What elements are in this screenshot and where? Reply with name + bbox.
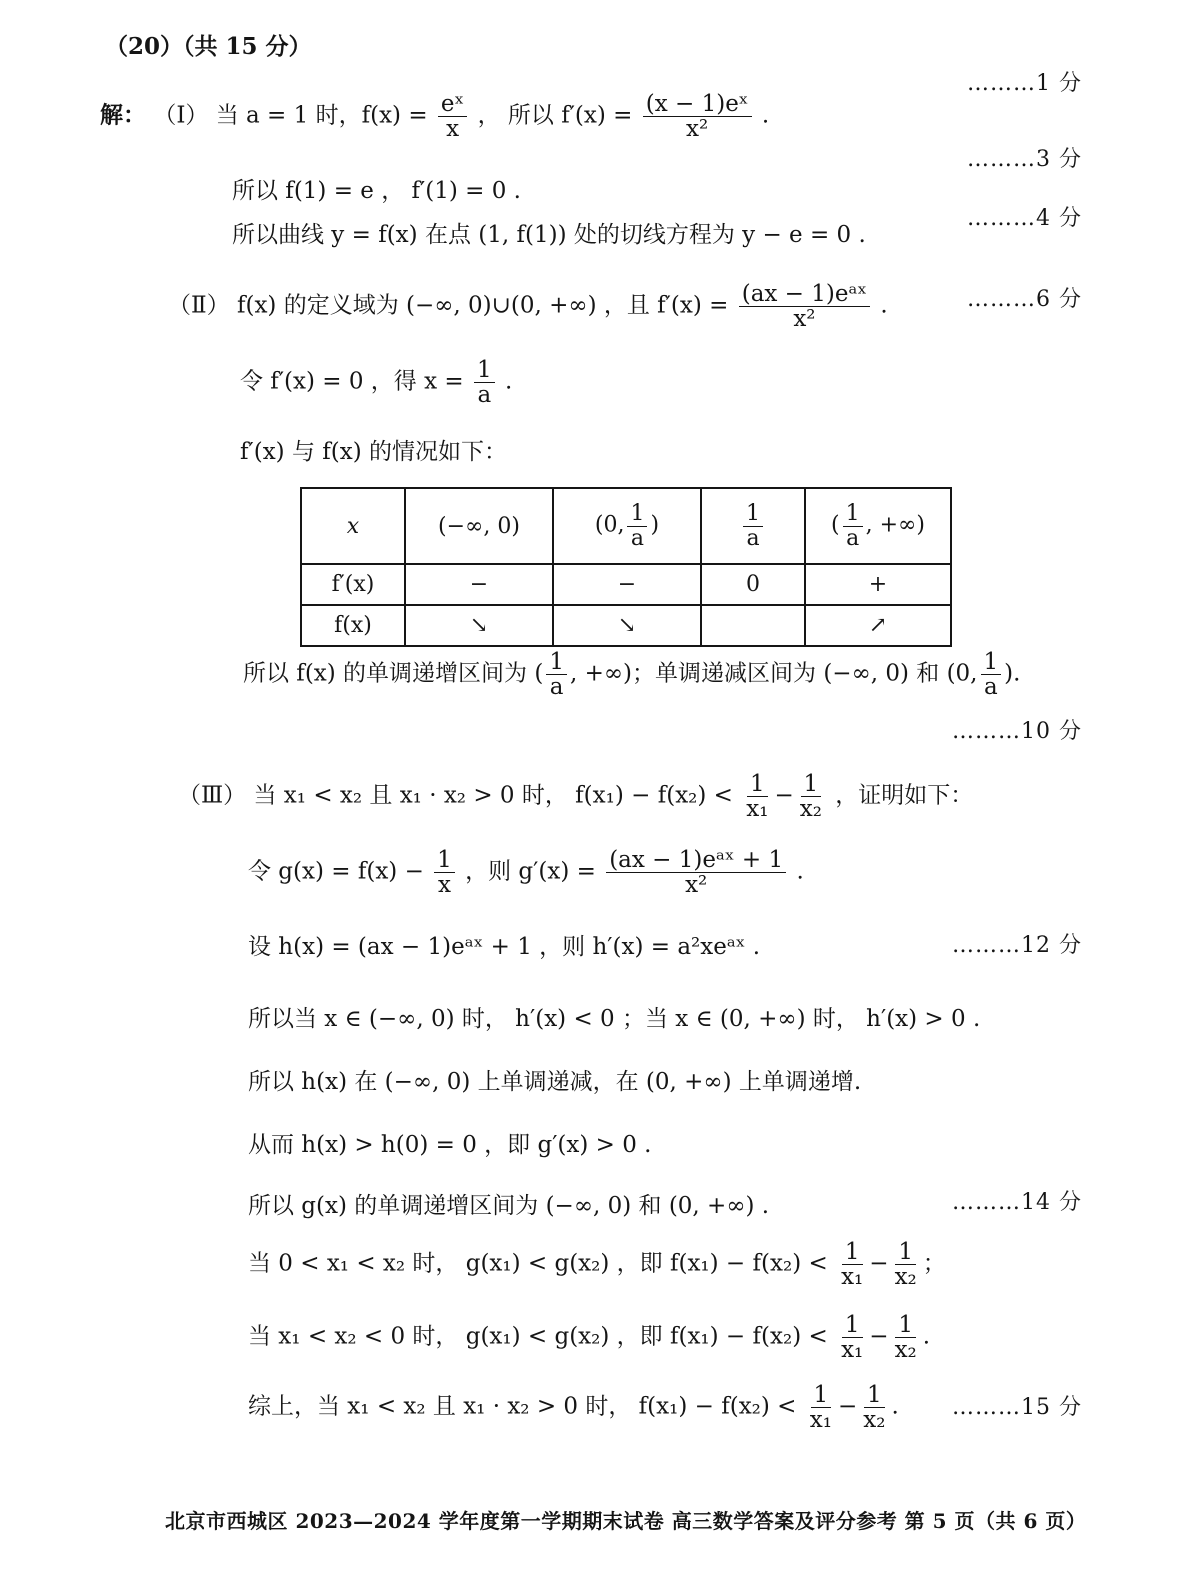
points-15: ………15 分 [952,1395,1082,1420]
table-cell: 0 [701,564,805,605]
table-cell: − [553,564,701,605]
part3-line10: 综上，当 x₁ < x₂ 且 x₁ · x₂ > 0 时， f(x₁) − f(x₂) < $\frac{1}{\text{x₁}}$ − $\frac{1}{\text{x₂}}$ . [248,1382,899,1434]
part2-line3: f′(x) 与 f(x) 的情况如下： [240,439,508,465]
fraction: $\frac{1}{a}$ [546,650,567,699]
fraction: $\frac{1}{\text{x₁}}$ [841,1239,864,1291]
fraction: $\frac{1}{x}$ [434,848,455,897]
table-row [301,605,951,646]
table-cell: ( $\frac{1}{a}$ , +∞) [805,488,951,564]
part3-line2: 令 g(x) = f(x) − $\frac{1}{x}$ ，则 g′(x) = $\frac{\text{(ax − 1)eᵃˣ + 1}}{\text{x²}}$ . [248,847,804,899]
part2-label: （Ⅱ） [168,292,230,319]
part1-line1-text-a: 当 a = 1 时，f(x) = [215,102,428,129]
fraction: $\frac{1}{\text{x₂}}$ [894,1312,917,1364]
points-4: ………4 分 [967,206,1082,231]
points-3: ………3 分 [967,147,1082,172]
fraction: $\frac{\text{(ax − 1)eᵃˣ}}{\text{x²}}$ [739,282,870,331]
points-10: ………10 分 [952,719,1082,744]
part3-line4: 所以当 x ∈ (−∞, 0) 时， h′(x) < 0 ；当 x ∈ (0, +∞) 时， h′(x) > 0 . [248,1006,981,1032]
fraction: $\frac{\text{(ax − 1)eᵃˣ + 1}}{\text{x²}}$ [606,848,786,897]
part3-line7: 所以 g(x) 的单调递增区间为 (−∞, 0) 和 (0, +∞) . [248,1193,770,1219]
table-cell: ↘ [553,605,701,646]
part1-line3: 所以曲线 y = f(x) 在点 (1, f(1)) 处的切线方程为 y − e = 0 . [232,222,866,248]
table-cell: (0, $\frac{1}{a}$ ) [553,488,701,564]
fraction: $\frac{1}{\text{x₂}}$ [863,1382,886,1434]
part1-line2: 所以 f(1) = e ， f′(1) = 0 . [232,178,521,204]
page-footer: 北京市西城区 2023—2024 学年度第一学期期末试卷 高三数学答案及评分参考 第 5 页（共 6 页） [165,1509,1087,1533]
table-cell: ↘ [405,605,553,646]
problem-header [105,28,312,61]
fraction: $\frac{\text{(x − 1)eˣ}}{\text{x²}}$ [643,92,752,141]
points-12: ………12 分 [952,933,1082,958]
part3-label: （Ⅲ） [178,782,247,809]
part3-line8: 当 0 < x₁ < x₂ 时， g(x₁) < g(x₂) ，即 f(x₁) − f(x₂) < $\frac{1}{\text{x₁}}$ − $\frac{1}{\text{x₂}}$ ； [248,1239,946,1291]
table-cell [701,488,805,564]
fraction: $\frac{1}{a}$ [981,650,1002,699]
solution-label: 解： [100,101,146,129]
part3-line3: 设 h(x) = (ax − 1)eᵃˣ + 1 ，则 h′(x) = a²xeᵃˣ . [248,934,761,960]
points-14: ………14 分 [952,1190,1082,1215]
part3-line1: （Ⅲ） 当 x₁ < x₂ 且 x₁ · x₂ > 0 时， f(x₁) − f(x₂) < $\frac{1}{\text{x₁}}$ − $\frac{1}{\text{x₂}}$ ，证明如下： [178,771,974,823]
points-1: ………1 分 [967,71,1082,96]
total-points: （共 15 分） [183,33,312,60]
table-cell: ↗ [805,605,951,646]
part1-line1-text-b: ， 所以 f′(x) = [477,102,633,129]
fraction: $\frac{\text{eˣ}}{x}$ [438,92,467,141]
fraction: $\frac{1}{\text{x₁}}$ [746,771,769,823]
sign-table [300,487,952,647]
part3-line9: 当 x₁ < x₂ < 0 时， g(x₁) < g(x₂) ，即 f(x₁) − f(x₂) < $\frac{1}{\text{x₁}}$ − $\frac{1}{\text{x₂}}$ . [248,1312,931,1364]
points-6: ………6 分 [967,287,1082,312]
problem-number: （20） [105,33,184,60]
fraction: $\frac{1}{\text{x₁}}$ [809,1382,832,1434]
part2-line2: 令 f′(x) = 0 ，得 x = $\frac{1}{a}$ . [240,357,513,409]
fraction: $\frac{1}{\text{x₂}}$ [894,1239,917,1291]
fraction: $\frac{1}{a}$ [743,502,763,549]
table-cell: − [405,564,553,605]
table-cell: + [805,564,951,605]
fraction: $\frac{1}{\text{x₂}}$ [799,771,822,823]
fraction: $\frac{1}{a}$ [843,502,863,549]
fraction: $\frac{1}{\text{x₁}}$ [841,1312,864,1364]
part2-line1: （Ⅱ） f(x) 的定义域为 (−∞, 0)∪(0, +∞) ，且 f′(x) = $\frac{\text{(ax − 1)eᵃˣ}}{\text{x²}}$ . [168,281,888,333]
table-cell: f′(x) [301,564,405,605]
part3-line5: 所以 h(x) 在 (−∞, 0) 上单调递减，在 (0, +∞) 上单调递增. [248,1069,862,1095]
part1-line1: 解： （Ⅰ） 当 a = 1 时，f(x) = $\frac{\text{eˣ}}{x}$ ， 所以 f′(x) = $\frac{\text{(x − 1)eˣ}}{\text{x²}}$ . [100,91,770,143]
fraction: $\frac{1}{a}$ [474,358,495,407]
table-cell: x [301,488,405,564]
table-row [301,488,951,564]
table-cell: (−∞, 0) [405,488,553,564]
table-cell: f(x) [301,605,405,646]
fraction: $\frac{1}{a}$ [627,502,647,549]
table-cell [701,605,805,646]
part3-line6: 从而 h(x) > h(0) = 0 ，即 g′(x) > 0 . [248,1132,652,1158]
part2-conclusion: 所以 f(x) 的单调递增区间为 ( $\frac{1}{a}$ , +∞)；单调递减区间为 (−∞, 0) 和 (0, $\frac{1}{a}$ ). [243,649,1021,701]
table-row [301,564,951,605]
part1-label: （Ⅰ） [153,102,209,129]
